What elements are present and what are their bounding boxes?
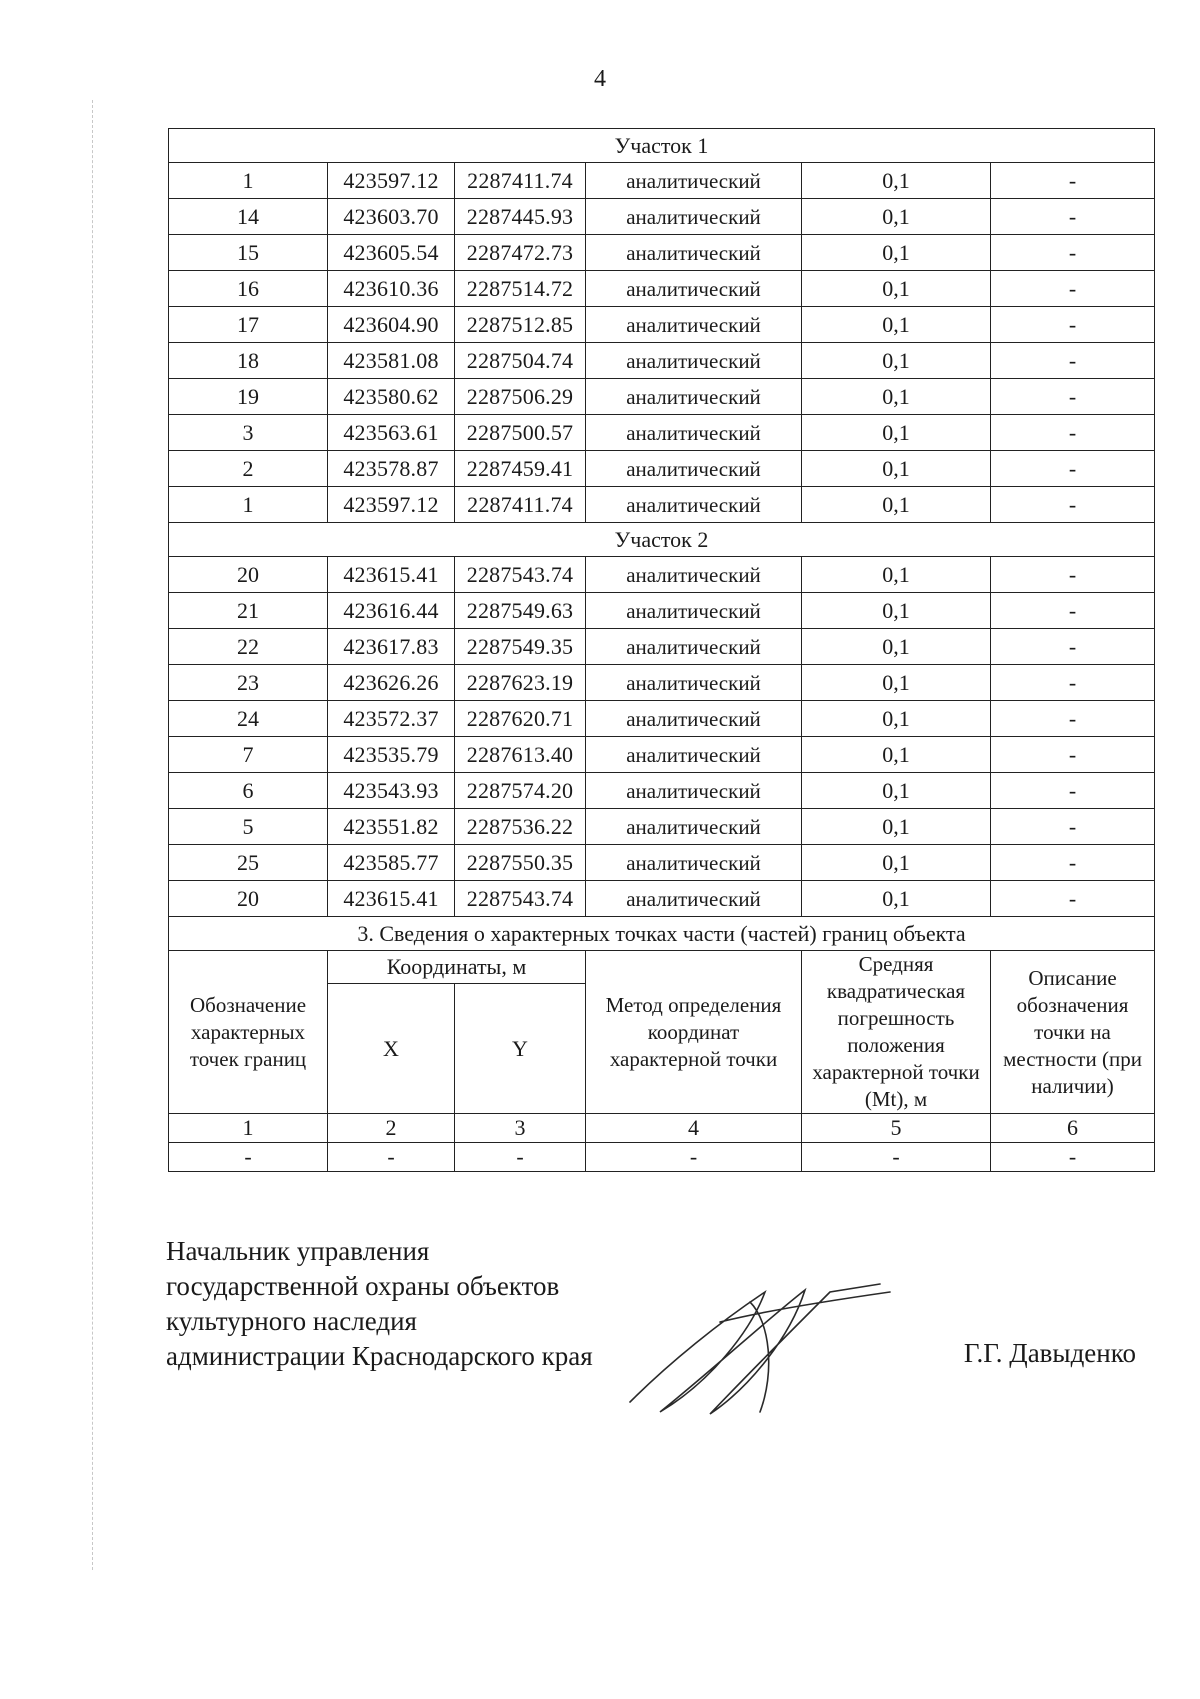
point-number: 14 [169, 199, 328, 235]
section-title-row [169, 523, 1155, 557]
method: аналитический [586, 271, 802, 307]
point-number: 1 [169, 163, 328, 199]
coordinate-y: 2287500.57 [455, 415, 586, 451]
table-row [169, 773, 1155, 809]
table-row [169, 415, 1155, 451]
method: аналитический [586, 379, 802, 415]
point-number: 15 [169, 235, 328, 271]
point-description: - [991, 665, 1155, 701]
coordinate-y: 2287459.41 [455, 451, 586, 487]
coordinate-y: 2287543.74 [455, 881, 586, 917]
scan-margin-line [92, 100, 93, 1570]
coordinate-y: 2287543.74 [455, 557, 586, 593]
coordinate-x: 423535.79 [328, 737, 455, 773]
coordinate-y: 2287623.19 [455, 665, 586, 701]
method: аналитический [586, 665, 802, 701]
column-number: 5 [802, 1114, 991, 1143]
method: аналитический [586, 845, 802, 881]
header-error: Средняя квадратическая погрешность положения характерной точки (Mt), м [802, 951, 991, 1114]
header-y: Y [455, 984, 586, 1114]
table-row [169, 845, 1155, 881]
point-number: 5 [169, 809, 328, 845]
method: аналитический [586, 593, 802, 629]
mean-error: 0,1 [802, 845, 991, 881]
point-description: - [991, 163, 1155, 199]
coordinate-x: 423626.26 [328, 665, 455, 701]
coordinate-x: 423597.12 [328, 487, 455, 523]
coordinates-table [168, 128, 1155, 1172]
coordinate-x: 423585.77 [328, 845, 455, 881]
method: аналитический [586, 451, 802, 487]
signature-position [166, 1234, 593, 1374]
point-description: - [991, 343, 1155, 379]
method: аналитический [586, 701, 802, 737]
coordinate-x: 423616.44 [328, 593, 455, 629]
coordinate-y: 2287506.29 [455, 379, 586, 415]
point-description: - [991, 271, 1155, 307]
mean-error: 0,1 [802, 163, 991, 199]
mean-error: 0,1 [802, 487, 991, 523]
point-description: - [991, 773, 1155, 809]
header-method: Метод определения координат характерной точки [586, 951, 802, 1114]
coordinate-y: 2287613.40 [455, 737, 586, 773]
coordinate-x: 423604.90 [328, 307, 455, 343]
point-number: 1 [169, 487, 328, 523]
point-description: - [991, 629, 1155, 665]
mean-error: 0,1 [802, 379, 991, 415]
method: аналитический [586, 557, 802, 593]
empty-cell: - [991, 1143, 1155, 1172]
column-number: 2 [328, 1114, 455, 1143]
point-description: - [991, 845, 1155, 881]
point-description: - [991, 881, 1155, 917]
coordinate-y: 2287620.71 [455, 701, 586, 737]
table-row [169, 881, 1155, 917]
mean-error: 0,1 [802, 809, 991, 845]
header-row [169, 951, 1155, 984]
signer-name: Г.Г. Давыденко [963, 1338, 1136, 1368]
point-number: 19 [169, 379, 328, 415]
point-description: - [991, 415, 1155, 451]
coordinate-y: 2287514.72 [455, 271, 586, 307]
column-number: 1 [169, 1114, 328, 1143]
point-number: 25 [169, 845, 328, 881]
header-x: X [328, 984, 455, 1114]
coordinate-x: 423615.41 [328, 557, 455, 593]
section-title: Участок 1 [169, 129, 1155, 163]
table-row [169, 701, 1155, 737]
coordinate-x: 423578.87 [328, 451, 455, 487]
handwritten-signature [600, 1262, 900, 1422]
coordinate-y: 2287549.35 [455, 629, 586, 665]
mean-error: 0,1 [802, 307, 991, 343]
coordinate-x: 423615.41 [328, 881, 455, 917]
section-title-row [169, 129, 1155, 163]
method: аналитический [586, 343, 802, 379]
position-line: государственной охраны объектов [166, 1271, 560, 1301]
point-description: - [991, 235, 1155, 271]
coordinate-x: 423580.62 [328, 379, 455, 415]
point-description: - [991, 451, 1155, 487]
point-number: 17 [169, 307, 328, 343]
header-coordinates: Координаты, м [328, 951, 586, 984]
method: аналитический [586, 809, 802, 845]
point-description: - [991, 737, 1155, 773]
point-number: 3 [169, 415, 328, 451]
point-number: 16 [169, 271, 328, 307]
coordinate-y: 2287550.35 [455, 845, 586, 881]
coordinate-x: 423543.93 [328, 773, 455, 809]
method: аналитический [586, 415, 802, 451]
coordinate-y: 2287411.74 [455, 163, 586, 199]
table-row [169, 809, 1155, 845]
point-number: 24 [169, 701, 328, 737]
mean-error: 0,1 [802, 343, 991, 379]
point-number: 22 [169, 629, 328, 665]
point-description: - [991, 487, 1155, 523]
column-number: 6 [991, 1114, 1155, 1143]
method: аналитический [586, 307, 802, 343]
mean-error: 0,1 [802, 271, 991, 307]
method: аналитический [586, 199, 802, 235]
table-row [169, 235, 1155, 271]
coordinate-y: 2287512.85 [455, 307, 586, 343]
header-description: Описание обозначения точки на местности (при наличии) [991, 951, 1155, 1114]
point-number: 20 [169, 881, 328, 917]
method: аналитический [586, 881, 802, 917]
mean-error: 0,1 [802, 415, 991, 451]
table-row [169, 199, 1155, 235]
section-title: Участок 2 [169, 523, 1155, 557]
table-row [169, 629, 1155, 665]
point-description: - [991, 379, 1155, 415]
table-row [169, 379, 1155, 415]
point-description: - [991, 199, 1155, 235]
point-number: 6 [169, 773, 328, 809]
coordinate-x: 423610.36 [328, 271, 455, 307]
coordinate-x: 423572.37 [328, 701, 455, 737]
point-number: 20 [169, 557, 328, 593]
mean-error: 0,1 [802, 451, 991, 487]
empty-cell: - [455, 1143, 586, 1172]
method: аналитический [586, 163, 802, 199]
mean-error: 0,1 [802, 557, 991, 593]
table-row [169, 557, 1155, 593]
mean-error: 0,1 [802, 701, 991, 737]
table-row [169, 737, 1155, 773]
method: аналитический [586, 737, 802, 773]
position-line: администрации Краснодарского края [166, 1341, 593, 1371]
mean-error: 0,1 [802, 881, 991, 917]
mean-error: 0,1 [802, 235, 991, 271]
section3-title: 3. Сведения о характерных точках части (частей) границ объекта [169, 917, 1155, 951]
coordinate-x: 423551.82 [328, 809, 455, 845]
page-number: 4 [594, 66, 606, 92]
coordinate-x: 423603.70 [328, 199, 455, 235]
coordinate-x: 423617.83 [328, 629, 455, 665]
coordinate-y: 2287445.93 [455, 199, 586, 235]
coordinate-x: 423581.08 [328, 343, 455, 379]
empty-row [169, 1143, 1155, 1172]
mean-error: 0,1 [802, 773, 991, 809]
method: аналитический [586, 487, 802, 523]
empty-cell: - [169, 1143, 328, 1172]
column-number: 3 [455, 1114, 586, 1143]
table-row [169, 343, 1155, 379]
coordinate-y: 2287472.73 [455, 235, 586, 271]
point-description: - [991, 307, 1155, 343]
mean-error: 0,1 [802, 629, 991, 665]
coordinates-table-body [169, 129, 1155, 1172]
point-number: 7 [169, 737, 328, 773]
coordinate-y: 2287536.22 [455, 809, 586, 845]
coordinate-x: 423605.54 [328, 235, 455, 271]
coordinate-y: 2287574.20 [455, 773, 586, 809]
table-row [169, 271, 1155, 307]
table-row [169, 451, 1155, 487]
coordinate-x: 423597.12 [328, 163, 455, 199]
method: аналитический [586, 773, 802, 809]
position-line: культурного наследия [166, 1306, 417, 1336]
table-row [169, 665, 1155, 701]
method: аналитический [586, 235, 802, 271]
coordinate-y: 2287504.74 [455, 343, 586, 379]
point-description: - [991, 701, 1155, 737]
point-number: 2 [169, 451, 328, 487]
point-number: 18 [169, 343, 328, 379]
mean-error: 0,1 [802, 199, 991, 235]
point-description: - [991, 809, 1155, 845]
point-description: - [991, 593, 1155, 629]
coordinate-y: 2287411.74 [455, 487, 586, 523]
table-row [169, 487, 1155, 523]
column-number: 4 [586, 1114, 802, 1143]
mean-error: 0,1 [802, 665, 991, 701]
column-numbers-row [169, 1114, 1155, 1143]
point-number: 23 [169, 665, 328, 701]
empty-cell: - [328, 1143, 455, 1172]
mean-error: 0,1 [802, 593, 991, 629]
coordinate-y: 2287549.63 [455, 593, 586, 629]
mean-error: 0,1 [802, 737, 991, 773]
table-row [169, 593, 1155, 629]
header-designation: Обозначение характерных точек границ [169, 951, 328, 1114]
position-line: Начальник управления [166, 1236, 430, 1266]
table-row [169, 163, 1155, 199]
section3-title-row [169, 917, 1155, 951]
empty-cell: - [802, 1143, 991, 1172]
empty-cell: - [586, 1143, 802, 1172]
method: аналитический [586, 629, 802, 665]
point-description: - [991, 557, 1155, 593]
point-number: 21 [169, 593, 328, 629]
coordinate-x: 423563.61 [328, 415, 455, 451]
table-row [169, 307, 1155, 343]
